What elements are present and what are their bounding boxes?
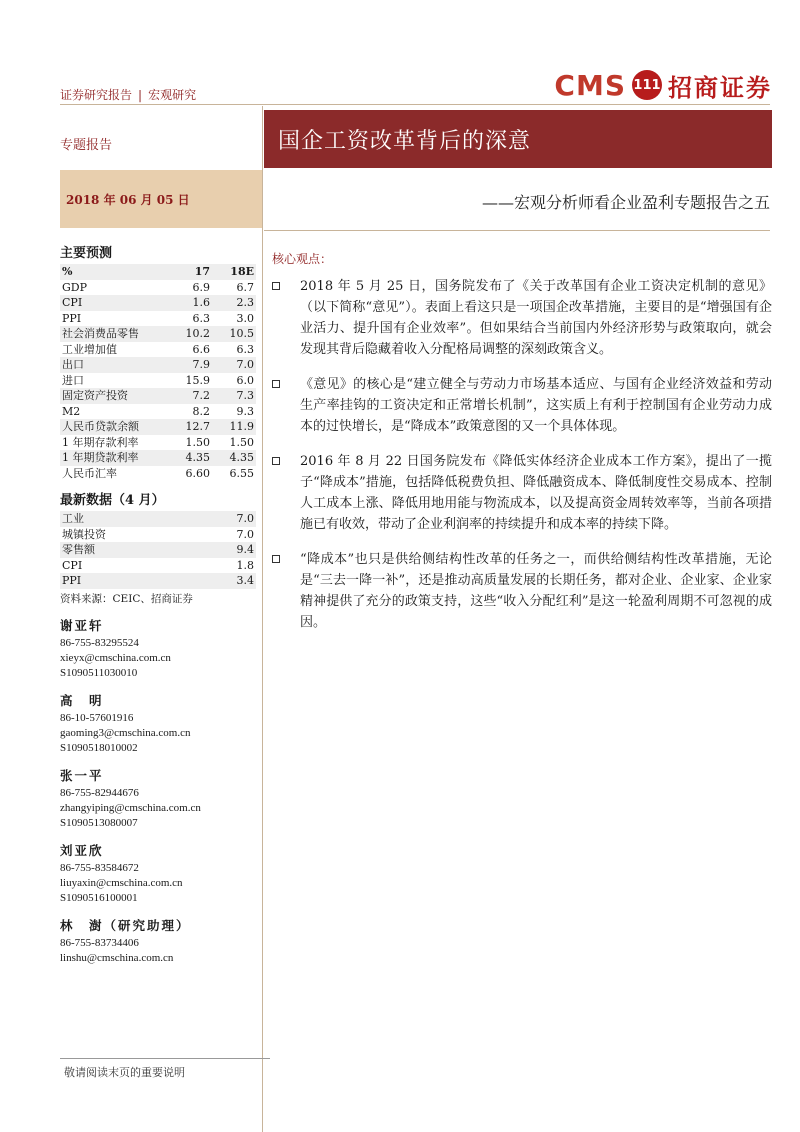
forecast-header-row: % 17 18E [62, 265, 254, 278]
analyst-card [60, 691, 256, 756]
logo-cms-text: CMS [554, 68, 626, 102]
analyst-name: 高 明 [60, 692, 104, 708]
subtitle-divider [264, 230, 770, 231]
top-divider [60, 104, 770, 105]
table-row: PPI 6.3 3.0 [62, 311, 254, 325]
latest-table [60, 511, 256, 589]
analyst-email[interactable]: zhangyiping@cmschina.com.cn [60, 801, 201, 814]
checkbox-bullet-icon [272, 457, 280, 465]
report-date: 2018 年 06 月 05 日 [66, 192, 190, 207]
table-row: GDP 6.9 6.7 [62, 280, 254, 294]
analyst-card [60, 841, 256, 906]
latest-title: 最新数据（4 月） [60, 493, 165, 508]
list-item: 2016 年 8 月 22 日国务院发布《降低实体经济企业成本工作方案》，提出了一揽子“降成本”措施，包括降低税费负担、降低融资成本、降低制度性交易成本、控制人工成本上涨、降低用地用能与物流成本，以及提高资金周转效率等，当前各项措施已有收效，带动了企业利润率的持续提升和成本率的持续下降。 [272, 451, 772, 535]
analyst-phone: 86-755-83734406 [60, 936, 139, 949]
checkbox-bullet-icon [272, 555, 280, 563]
analyst-email[interactable]: gaoming3@cmschina.com.cn [60, 726, 191, 739]
analyst-cert: S1090511030010 [60, 666, 138, 679]
table-row: CPI 1.6 2.3 [62, 296, 254, 309]
analyst-phone: 86-755-83584672 [60, 861, 139, 874]
table-row: 人民币汇率 6.60 6.55 [62, 466, 254, 480]
title-bar [264, 110, 772, 168]
table-row: M2 8.2 9.3 [62, 404, 254, 418]
analyst-card [60, 616, 256, 681]
analyst-cert: S1090516100001 [60, 891, 138, 904]
checkbox-bullet-icon [272, 282, 280, 290]
table-row: PPI 3.4 [62, 574, 254, 587]
analyst-email[interactable]: liuyaxin@cmschina.com.cn [60, 876, 183, 889]
report-subtitle: ——宏观分析师看企业盈利专题报告之五 [481, 193, 770, 212]
report-category: 证券研究报告 | 宏观研究 [60, 88, 197, 102]
logo-mark-icon: 111 [632, 70, 662, 100]
analyst-card [60, 766, 256, 831]
forecast-table [60, 264, 256, 481]
footer-divider [60, 1058, 270, 1059]
table-row: 人民币贷款余额 12.7 11.9 [62, 420, 254, 433]
forecast-title: 主要预测 [60, 246, 113, 261]
column-divider [262, 106, 263, 1132]
table-row: CPI 1.8 [62, 558, 254, 572]
table-row: 固定资产投资 7.2 7.3 [62, 389, 254, 402]
analyst-card [60, 916, 256, 966]
list-item: 《意见》的核心是“建立健全与劳动力市场基本适应、与国有企业经济效益和劳动生产率挂钩的工资决定和正常增长机制”，这实质上有利于控制国有企业劳动力成本的过快增长，是“降成本”政策意图的又一个具体体现。 [272, 374, 772, 437]
analyst-name: 刘亚欣 [60, 842, 104, 858]
analyst-phone: 86-755-82944676 [60, 786, 139, 799]
table-row: 工业增加值 6.6 6.3 [62, 342, 254, 356]
analyst-cert: S1090518010002 [60, 741, 138, 754]
table-row: 1 年期存款利率 1.50 1.50 [62, 435, 254, 449]
analyst-cert: S1090513080007 [60, 816, 138, 829]
table-row: 工业 7.0 [62, 512, 254, 525]
table-row: 出口 7.9 7.0 [62, 358, 254, 371]
cms-logo [554, 68, 772, 102]
report-title: 国企工资改革背后的深意 [278, 128, 532, 154]
logo-name-text: 招商证券 [668, 73, 772, 102]
core-view-label: 核心观点： [272, 252, 333, 266]
special-report-label: 专题报告 [60, 138, 113, 153]
analyst-name: 林 澍（研究助理） [60, 917, 191, 933]
date-box [60, 170, 262, 228]
list-item: 2018 年 5 月 25 日，国务院发布了《关于改革国有企业工资决定机制的意见》（以下简称“意见”）。表面上看这只是一项国企改革措施，主要目的是“增强国有企业活力、提升国有企业效率”。但如果结合当前国内外经济形势与政策取向，就会发现其背后隐藏着收入分配格局调整的深刻政策含义。 [272, 276, 772, 360]
sidebar [60, 242, 256, 966]
analyst-email[interactable]: linshu@cmschina.com.cn [60, 951, 174, 964]
table-row: 零售额 9.4 [62, 543, 254, 556]
analyst-name: 谢亚轩 [60, 617, 104, 633]
table-row: 社会消费品零售 10.2 10.5 [62, 327, 254, 340]
analyst-email[interactable]: xieyx@cmschina.com.cn [60, 651, 171, 664]
list-item: “降成本”也只是供给侧结构性改革的任务之一，而供给侧结构性改革措施，无论是“三去一降一补”，还是推动高质量发展的长期任务，都对企业、企业家、企业家精神提供了充分的政策支持，这些“收入分配红利”是这一轮盈利周期不可忽视的成因。 [272, 549, 772, 633]
footer-note: 敬请阅读末页的重要说明 [64, 1066, 185, 1079]
table-row: 1 年期贷款利率 4.35 4.35 [62, 451, 254, 464]
analyst-phone: 86-10-57601916 [60, 711, 134, 724]
analyst-name: 张一平 [60, 767, 104, 783]
table-row: 进口 15.9 6.0 [62, 373, 254, 387]
table-row: 城镇投资 7.0 [62, 527, 254, 541]
main-content [272, 276, 772, 647]
checkbox-bullet-icon [272, 380, 280, 388]
analyst-phone: 86-755-83295524 [60, 636, 139, 649]
data-source: 资料来源：CEIC、招商证券 [60, 592, 193, 605]
